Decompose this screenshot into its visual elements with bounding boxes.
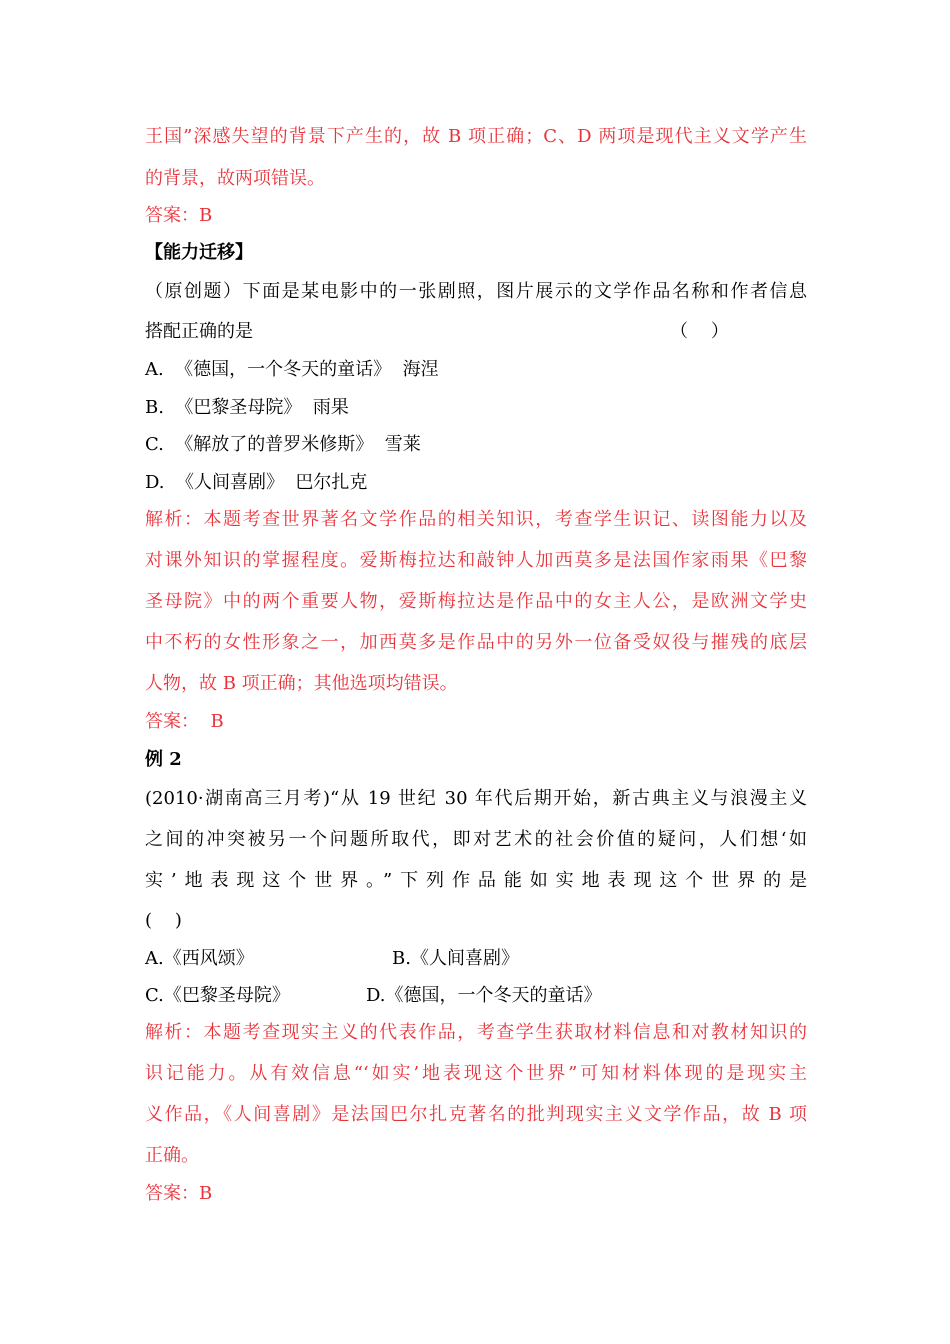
example-heading: 例 2 [145,749,182,770]
section-heading: 【能力迁移】 [145,242,253,263]
analysis-text-line: 正确。 [145,1145,199,1166]
option-d: D. 《人间喜剧》 巴尔扎克 [145,472,368,493]
answer-parentheses: ( ) [145,910,182,931]
question-stem-line: （原创题）下面是某电影中的一张剧照，图片展示的文学作品名称和作者信息 [145,281,807,302]
option-d: D.《德国，一个冬天的童话》 [366,985,602,1006]
option-b: B. 《巴黎圣母院》 雨果 [145,397,349,418]
analysis-text-line: 人物，故 B 项正确；其他选项均错误。 [145,673,458,694]
option-a: A. 《德国，一个冬天的童话》 海涅 [145,359,439,380]
analysis-text-line: 识记能力。从有效信息“‘如实’地表现这个世界”可知材料体现的是现实主 [145,1063,807,1084]
option-b: B.《人间喜剧》 [392,948,519,969]
analysis-text-line: 对课外知识的掌握程度。爱斯梅拉达和敲钟人加西莫多是法国作家雨果《巴黎 [145,550,807,571]
question-stem-line: (2010·湖南高三月考)“从 19 世纪 30 年代后期开始，新古典主义与浪漫主义 [145,788,807,809]
analysis-text-line: 的背景，故两项错误。 [145,168,325,189]
analysis-text-line: 义作品，《人间喜剧》是法国巴尔扎克著名的批判现实主义文学作品，故 B 项 [145,1104,807,1125]
option-a: A.《西风颂》 [145,948,254,969]
analysis-text-line: 解析：本题考查世界著名文学作品的相关知识，考查学生识记、读图能力以及 [145,509,807,530]
analysis-text-line: 圣母院》中的两个重要人物，爱斯梅拉达是作品中的女主人公，是欧洲文学史 [145,591,807,612]
answer-line: 答案：B [145,205,213,226]
question-stem-line: 实’地表现这个世界。”下列作品能如实地表现这个世界的是 [145,870,807,891]
answer-line: 答案： B [145,711,224,732]
answer-line: 答案：B [145,1183,213,1204]
option-c: C. 《解放了的普罗米修斯》 雪莱 [145,434,421,455]
analysis-text-line: 解析：本题考查现实主义的代表作品，考查学生获取材料信息和对教材知识的 [145,1022,807,1043]
analysis-text-line: 王国”深感失望的背景下产生的，故 B 项正确；C、D 两项是现代主义文学产生 [145,126,807,147]
option-c: C.《巴黎圣母院》 [145,985,290,1006]
analysis-text-line: 中不朽的女性形象之一，加西莫多是作品中的另外一位备受奴役与摧残的底层 [145,632,807,653]
answer-parentheses: （ ） [670,321,729,342]
question-stem-line: 搭配正确的是 [145,321,253,342]
question-stem-line: 之间的冲突被另一个问题所取代，即对艺术的社会价值的疑问，人们想‘如 [145,829,807,850]
